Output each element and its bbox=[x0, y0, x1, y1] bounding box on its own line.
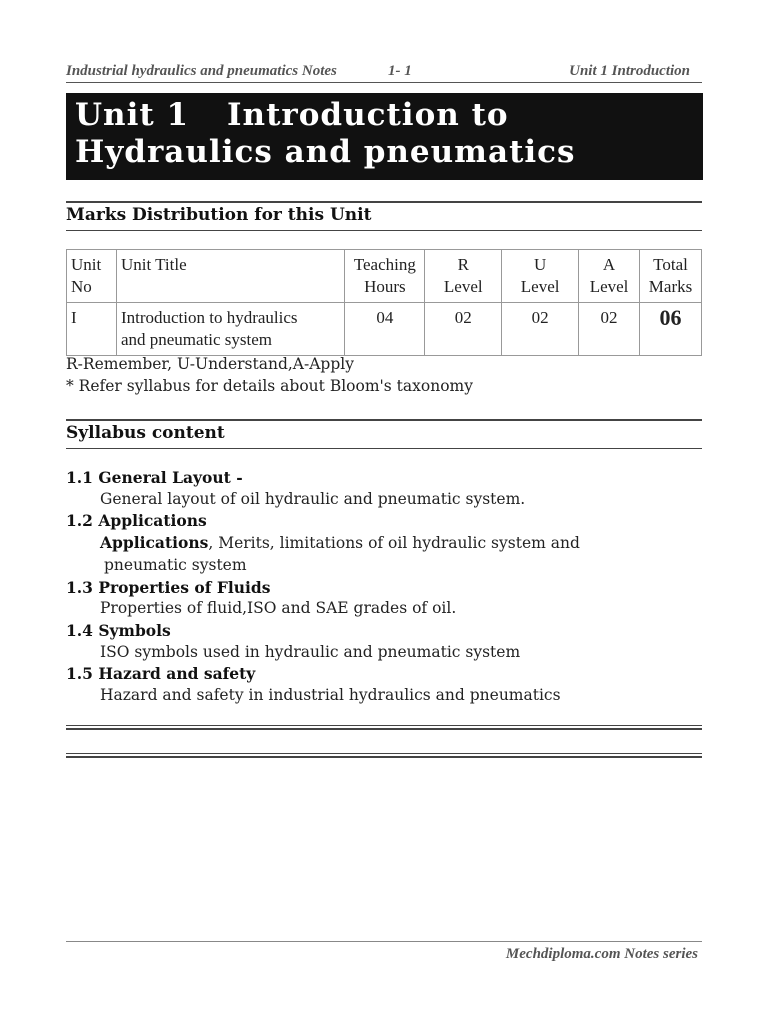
section-rule-top bbox=[66, 201, 702, 203]
syllabus-item-heading: 1.2 Applications bbox=[66, 511, 207, 531]
syllabus-item bbox=[66, 467, 702, 510]
syllabus-item-desc: General layout of oil hydraulic and pneumatic system. bbox=[100, 489, 526, 508]
marks-distribution-table bbox=[66, 249, 702, 356]
syllabus-list bbox=[66, 467, 702, 707]
syllabus-item-heading: 1.1 General Layout - bbox=[66, 468, 243, 487]
unit-title-banner bbox=[66, 93, 703, 180]
col-header-total-marks: Total Marks bbox=[640, 250, 702, 303]
syllabus-item bbox=[66, 510, 702, 576]
bloom-note: * Refer syllabus for details about Bloom's taxonomy bbox=[66, 377, 473, 395]
table-row bbox=[67, 303, 702, 356]
header-unit-name: Unit 1 Introduction bbox=[569, 63, 690, 79]
bloom-legend: R-Remember, U-Understand,A-Apply bbox=[66, 355, 354, 373]
syllabus-rule-top bbox=[66, 419, 702, 421]
syllabus-item-desc: ISO symbols used in hydraulic and pneumatic system bbox=[100, 642, 521, 661]
syllabus-item-heading: 1.5 Hazard and safety bbox=[66, 664, 256, 684]
closing-rule-1b bbox=[66, 728, 702, 730]
col-header-teaching-hours: Teaching Hours bbox=[345, 250, 425, 303]
cell-total-marks: 06 bbox=[640, 303, 702, 356]
syllabus-item-heading: 1.4 Symbols bbox=[66, 620, 171, 640]
footer-rule bbox=[66, 941, 702, 942]
col-header-unit-no: Unit No bbox=[67, 250, 117, 303]
closing-rule-2a bbox=[66, 753, 702, 754]
footer-series-label: Mechdiploma.com Notes series bbox=[505, 946, 698, 962]
syllabus-item-desc: Hazard and safety in industrial hydraulics and pneumatics bbox=[100, 686, 561, 705]
syllabus-item-desc-cont: pneumatic system bbox=[104, 555, 247, 574]
cell-u-level: 02 bbox=[502, 303, 579, 356]
col-header-r-level: R Level bbox=[425, 250, 502, 303]
syllabus-rule-bottom bbox=[66, 448, 702, 449]
title-unit-number: Unit 1 bbox=[75, 97, 190, 133]
section-rule-bottom bbox=[66, 230, 702, 231]
syllabus-item-desc: Properties of fluid,ISO and SAE grades of oil. bbox=[100, 599, 457, 618]
col-header-a-level: A Level bbox=[579, 250, 640, 303]
running-header bbox=[66, 62, 702, 83]
title-line-1-text: Introduction to bbox=[227, 97, 509, 133]
cell-r-level: 02 bbox=[425, 303, 502, 356]
col-header-unit-title: Unit Title bbox=[116, 250, 344, 303]
closing-rule-1a bbox=[66, 725, 702, 726]
syllabus-section-heading: Syllabus content bbox=[66, 423, 225, 443]
syllabus-item-heading: 1.3 Properties of Fluids bbox=[66, 577, 271, 597]
syllabus-item bbox=[66, 620, 702, 663]
title-line-2: Hydraulics and pneumatics bbox=[75, 134, 576, 170]
cell-teaching-hours: 04 bbox=[345, 303, 425, 356]
table-header-row bbox=[67, 250, 702, 303]
cell-unit-title: Introduction to hydraulics and pneumatic system bbox=[116, 303, 344, 356]
marks-section-heading: Marks Distribution for this Unit bbox=[66, 205, 372, 225]
syllabus-item-desc: Applications, Merits, limitations of oil hydraulic system and bbox=[100, 533, 580, 553]
title-line-1 bbox=[75, 97, 703, 134]
col-header-u-level: U Level bbox=[502, 250, 579, 303]
cell-a-level: 02 bbox=[579, 303, 640, 356]
header-course-title: Industrial hydraulics and pneumatics Notes bbox=[66, 63, 337, 79]
syllabus-item bbox=[66, 663, 702, 706]
closing-rule-2b bbox=[66, 756, 702, 758]
cell-unit-no: I bbox=[67, 303, 117, 356]
header-page-number: 1- 1 bbox=[388, 63, 412, 79]
syllabus-item bbox=[66, 577, 702, 620]
